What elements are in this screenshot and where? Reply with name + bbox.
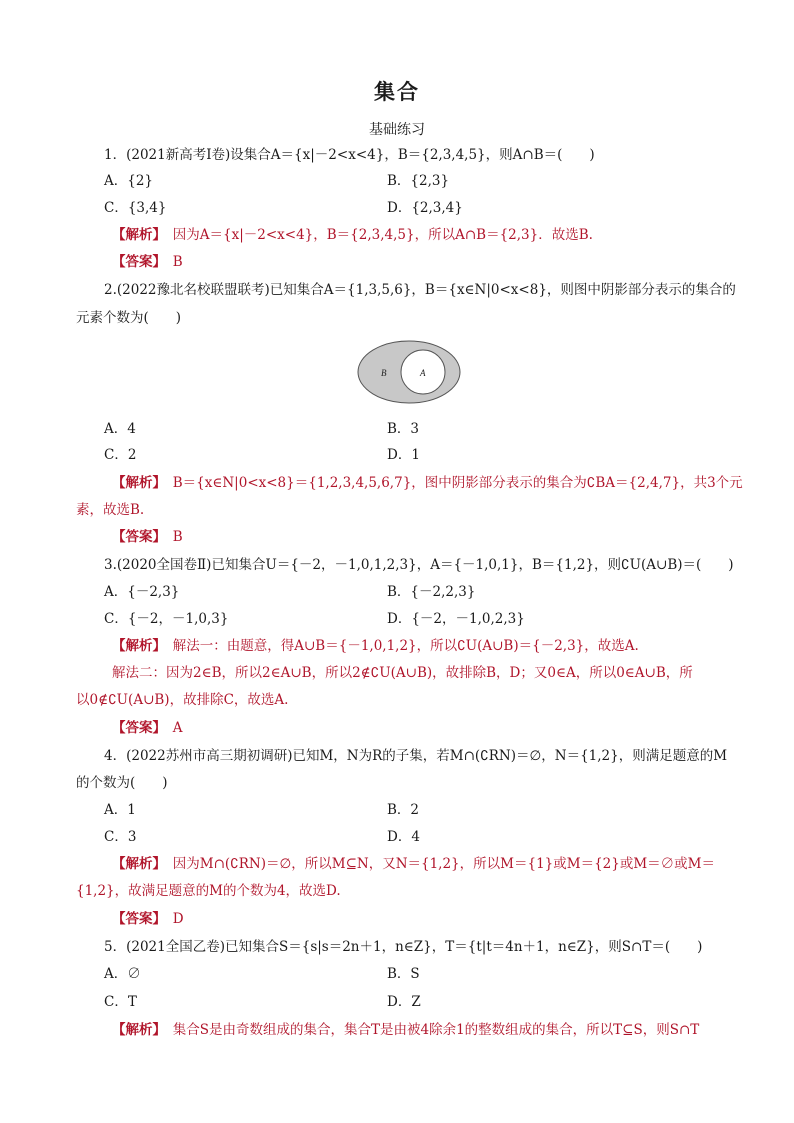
text-line-q3b (0, 581, 794, 603)
answer-tag: 【答案】 (112, 911, 160, 927)
page-title: 集合 (374, 79, 420, 104)
text-line-q5d (0, 991, 794, 1013)
text-line-q3s2 (0, 662, 794, 684)
text-line-q1d (0, 197, 794, 219)
answer-tag: 【答案】 (112, 720, 160, 736)
line-content (76, 499, 144, 521)
line-text: 4．(2022苏州市高三期初调研)已知M，N为R的子集，若M∩(∁RN)＝∅，N＝{1,2}，则满足题意的M (104, 748, 728, 764)
text-line-q1k (0, 251, 794, 273)
answer-tag: 【解析】 (112, 638, 160, 654)
line-text: B．3 (387, 421, 420, 437)
answer-tag: 【答案】 (112, 254, 160, 270)
line-content (387, 444, 420, 466)
text-line-q2od (0, 444, 794, 466)
line-content (104, 745, 727, 767)
venn-label-a: A (420, 368, 426, 378)
line-text: C．3 (104, 829, 137, 845)
text-line-q4 (0, 745, 794, 767)
line-content (112, 1019, 699, 1041)
line-text: C．2 (104, 447, 137, 463)
line-content (387, 991, 421, 1013)
text-line-q3 (0, 554, 794, 576)
line-content (112, 635, 639, 657)
line-text: B．{－2,2,3} (387, 584, 476, 600)
line-content (387, 418, 419, 440)
line-text: {1,2}，故满足题意的M的个数为4，故选D. (76, 883, 341, 899)
line-text: 以0∉∁U(A∪B)，故排除C，故选A. (76, 692, 289, 708)
line-text: C．{－2，－1,0,3} (104, 611, 229, 627)
text-line-q3k (0, 717, 794, 739)
line-text: 3.(2020全国卷Ⅱ)已知集合U＝{－2，－1,0,1,2,3}，A＝{－1,0,1}，B＝{1,2}，则∁U(A∪B)＝( ) (104, 557, 734, 573)
text-line-q5 (0, 936, 794, 958)
line-content (387, 581, 475, 603)
line-content (104, 144, 595, 166)
line-text: 解法一：由题意，得A∪B＝{－1,0,1,2}，所以∁U(A∪B)＝{－2,3}，故选A. (159, 638, 639, 654)
line-text: A．4 (104, 421, 136, 437)
line-text: 的个数为( ) (76, 775, 168, 791)
line-content (104, 279, 736, 301)
line-text: D．{－2，－1,0,2,3} (387, 611, 525, 627)
line-content (112, 908, 184, 930)
answer-tag: 【解析】 (112, 227, 160, 243)
line-content (112, 224, 593, 246)
line-content (387, 826, 420, 848)
line-content (76, 307, 181, 329)
line-text: B＝{x∈N|0<x<8}＝{1,2,3,4,5,6,7}，图中阴影部分表示的集合为∁BA＝{2,4,7}，共3个元 (159, 475, 743, 491)
line-text: D．4 (387, 829, 420, 845)
line-content (76, 689, 288, 711)
line-content (76, 880, 341, 902)
venn-label-b: B (381, 368, 387, 378)
line-text: C．T (104, 994, 137, 1010)
line-text: B．{2,3} (387, 173, 450, 189)
text-line-q2k (0, 526, 794, 548)
venn-diagram (357, 340, 461, 404)
line-content (112, 251, 183, 273)
text-line-q4b (0, 772, 794, 794)
line-content (387, 963, 420, 985)
line-text: 素，故选B. (76, 502, 145, 518)
line-text: 因为M∩(∁RN)＝∅，所以M⊆N，又N＝{1,2}，所以M＝{1}或M＝{2}或M＝∅或M＝ (159, 856, 715, 872)
line-content (387, 197, 463, 219)
text-line-q1b (0, 170, 794, 192)
line-text: B (159, 254, 183, 270)
text-line-q2ob (0, 418, 794, 440)
text-line-q4k (0, 908, 794, 930)
line-text: 1．(2021新高考Ⅰ卷)设集合A＝{x|－2<x<4}，B＝{2,3,4,5}，则A∩B＝( ) (104, 147, 595, 163)
line-text: D．1 (387, 447, 420, 463)
line-content (112, 717, 183, 739)
text-line-q4s2 (0, 880, 794, 902)
text-line-q4s (0, 853, 794, 875)
text-line-q3s3 (0, 689, 794, 711)
line-text: A．1 (104, 802, 136, 818)
line-text: 解法二：因为2∈B，所以2∈A∪B，所以2∉∁U(A∪B)，故排除B，D；又0∈A，所以0∈A∪B，所 (112, 665, 693, 681)
line-text: B．S (387, 966, 420, 982)
line-text: A．∅ (104, 966, 141, 982)
text-line-q4od (0, 826, 794, 848)
line-content (112, 662, 693, 684)
text-line-q3s (0, 635, 794, 657)
text-line-q2s2 (0, 499, 794, 521)
text-line-q1 (0, 144, 794, 166)
line-content (104, 554, 734, 576)
text-line-q3d (0, 608, 794, 630)
line-content (387, 799, 419, 821)
line-content (112, 853, 715, 875)
line-text: A．{2} (104, 173, 154, 189)
line-text: A．{－2,3} (104, 584, 180, 600)
text-line-q4ob (0, 799, 794, 821)
answer-tag: 【解析】 (112, 856, 160, 872)
line-text: 5．(2021全国乙卷)已知集合S＝{s|s＝2n＋1，n∈Z}，T＝{t|t＝4n＋1，n∈Z}，则S∩T＝( ) (104, 939, 703, 955)
answer-tag: 【解析】 (112, 475, 160, 491)
line-text: C．{3,4} (104, 200, 167, 216)
line-text: 集合S是由奇数组成的集合，集合T是由被4除余1的整数组成的集合，所以T⊆S，则S∩T (159, 1022, 700, 1038)
line-text: 2.(2022豫北名校联盟联考)已知集合A＝{1,3,5,6}，B＝{x∈N|0<x<8}，则图中阴影部分表示的集合的 (104, 282, 736, 298)
text-line-q2 (0, 279, 794, 301)
line-text: D．{2,3,4} (387, 200, 463, 216)
line-text: D．Z (387, 994, 421, 1010)
page-subtitle: 基础练习 (369, 122, 425, 138)
line-text: 元素个数为( ) (76, 310, 182, 326)
line-text: A (159, 720, 183, 736)
answer-tag: 【答案】 (112, 529, 160, 545)
line-content (112, 526, 183, 548)
line-content (387, 608, 525, 630)
text-line-q5s (0, 1019, 794, 1041)
line-text: D (159, 911, 184, 927)
line-text: B．2 (387, 802, 420, 818)
line-content (387, 170, 449, 192)
line-content (104, 936, 702, 958)
text-line-q1s (0, 224, 794, 246)
text-line-q2s (0, 472, 794, 494)
line-text: B (159, 529, 183, 545)
text-line-q2b (0, 307, 794, 329)
answer-tag: 【解析】 (112, 1022, 160, 1038)
text-line-q5b (0, 963, 794, 985)
line-content (112, 472, 743, 494)
line-text: 因为A＝{x|－2<x<4}，B＝{2,3,4,5}，所以A∩B＝{2,3}．故选B. (159, 227, 593, 243)
line-content (76, 772, 168, 794)
